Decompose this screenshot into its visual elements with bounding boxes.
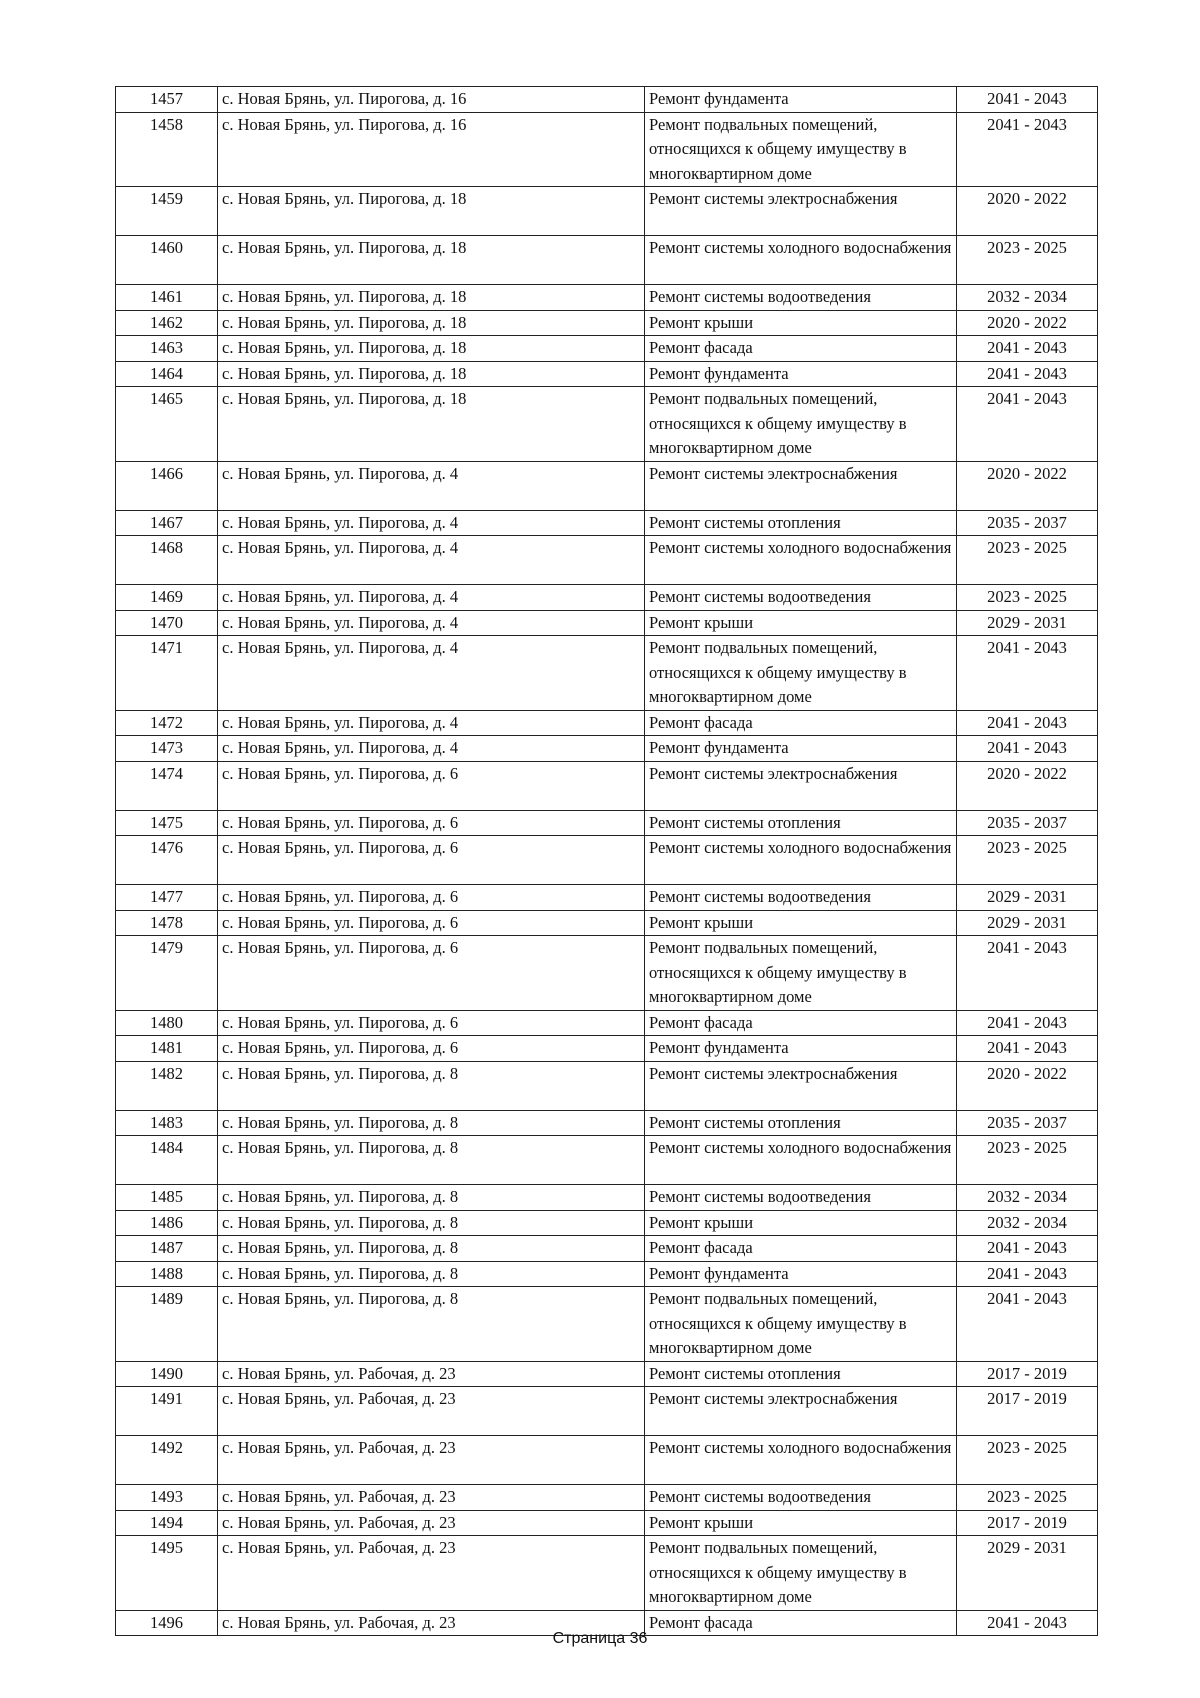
work-type-cell: Ремонт фундамента [645,736,957,762]
work-type-cell: Ремонт подвальных помещений, относящихся к общему имуществу в многоквартирном доме [645,1287,957,1362]
address-cell: с. Новая Брянь, ул. Рабочая, д. 23 [218,1361,645,1387]
table-row [116,236,1098,285]
table-row [116,285,1098,311]
work-type-cell: Ремонт подвальных помещений, относящихся к общему имуществу в многоквартирном доме [645,636,957,711]
work-type-cell: Ремонт системы отопления [645,510,957,536]
row-number-cell: 1466 [116,461,218,510]
address-cell: с. Новая Брянь, ул. Пирогова, д. 6 [218,836,645,885]
row-number-cell: 1487 [116,1236,218,1262]
work-type-cell: Ремонт системы водоотведения [645,1485,957,1511]
row-number-cell: 1485 [116,1185,218,1211]
address-cell: с. Новая Брянь, ул. Рабочая, д. 23 [218,1485,645,1511]
period-cell: 2020 - 2022 [957,461,1098,510]
table-row [116,936,1098,1011]
table-row [116,1136,1098,1185]
period-cell: 2023 - 2025 [957,1436,1098,1485]
row-number-cell: 1469 [116,585,218,611]
period-cell: 2041 - 2043 [957,1287,1098,1362]
period-cell: 2041 - 2043 [957,936,1098,1011]
table-row [116,736,1098,762]
address-cell: с. Новая Брянь, ул. Пирогова, д. 6 [218,1036,645,1062]
row-number-cell: 1484 [116,1136,218,1185]
address-cell: с. Новая Брянь, ул. Пирогова, д. 8 [218,1185,645,1211]
period-cell: 2020 - 2022 [957,187,1098,236]
table-row [116,1536,1098,1611]
row-number-cell: 1488 [116,1261,218,1287]
address-cell: с. Новая Брянь, ул. Пирогова, д. 6 [218,1010,645,1036]
address-cell: с. Новая Брянь, ул. Пирогова, д. 8 [218,1061,645,1110]
table-row [116,510,1098,536]
table-row [116,1436,1098,1485]
work-type-cell: Ремонт системы отопления [645,1361,957,1387]
address-cell: с. Новая Брянь, ул. Рабочая, д. 23 [218,1536,645,1611]
address-cell: с. Новая Брянь, ул. Пирогова, д. 4 [218,461,645,510]
table-row [116,461,1098,510]
table-row [116,1210,1098,1236]
work-type-cell: Ремонт системы электроснабжения [645,761,957,810]
work-type-cell: Ремонт крыши [645,1510,957,1536]
row-number-cell: 1465 [116,387,218,462]
table-row [116,387,1098,462]
period-cell: 2023 - 2025 [957,585,1098,611]
period-cell: 2023 - 2025 [957,836,1098,885]
address-cell: с. Новая Брянь, ул. Пирогова, д. 6 [218,761,645,810]
table-row [116,636,1098,711]
work-type-cell: Ремонт системы холодного водоснабжения [645,1136,957,1185]
period-cell: 2017 - 2019 [957,1510,1098,1536]
period-cell: 2041 - 2043 [957,736,1098,762]
address-cell: с. Новая Брянь, ул. Пирогова, д. 4 [218,736,645,762]
table-row [116,910,1098,936]
table-row [116,87,1098,113]
work-type-cell: Ремонт системы холодного водоснабжения [645,1436,957,1485]
period-cell: 2029 - 2031 [957,1536,1098,1611]
work-type-cell: Ремонт фасада [645,1610,957,1636]
work-type-cell: Ремонт системы электроснабжения [645,187,957,236]
row-number-cell: 1468 [116,536,218,585]
row-number-cell: 1457 [116,87,218,113]
period-cell: 2041 - 2043 [957,1261,1098,1287]
work-type-cell: Ремонт системы водоотведения [645,585,957,611]
row-number-cell: 1492 [116,1436,218,1485]
table-row [116,1010,1098,1036]
period-cell: 2023 - 2025 [957,536,1098,585]
row-number-cell: 1472 [116,710,218,736]
table-row [116,1510,1098,1536]
period-cell: 2020 - 2022 [957,1061,1098,1110]
row-number-cell: 1462 [116,310,218,336]
work-type-cell: Ремонт системы водоотведения [645,285,957,311]
row-number-cell: 1491 [116,1387,218,1436]
row-number-cell: 1489 [116,1287,218,1362]
table-body [116,87,1098,1636]
row-number-cell: 1475 [116,810,218,836]
address-cell: с. Новая Брянь, ул. Рабочая, д. 23 [218,1436,645,1485]
row-number-cell: 1459 [116,187,218,236]
work-type-cell: Ремонт крыши [645,310,957,336]
work-type-cell: Ремонт крыши [645,910,957,936]
row-number-cell: 1463 [116,336,218,362]
work-type-cell: Ремонт фасада [645,336,957,362]
period-cell: 2020 - 2022 [957,310,1098,336]
table-row [116,310,1098,336]
address-cell: с. Новая Брянь, ул. Пирогова, д. 18 [218,310,645,336]
period-cell: 2020 - 2022 [957,761,1098,810]
table-row [116,885,1098,911]
work-type-cell: Ремонт подвальных помещений, относящихся к общему имуществу в многоквартирном доме [645,387,957,462]
address-cell: с. Новая Брянь, ул. Пирогова, д. 4 [218,585,645,611]
table-row [116,1387,1098,1436]
work-type-cell: Ремонт фундамента [645,1261,957,1287]
row-number-cell: 1460 [116,236,218,285]
period-cell: 2041 - 2043 [957,112,1098,187]
table-row [116,336,1098,362]
table-row [116,1110,1098,1136]
period-cell: 2029 - 2031 [957,910,1098,936]
address-cell: с. Новая Брянь, ул. Пирогова, д. 4 [218,610,645,636]
work-type-cell: Ремонт фундамента [645,1036,957,1062]
row-number-cell: 1464 [116,361,218,387]
period-cell: 2041 - 2043 [957,336,1098,362]
table-row [116,836,1098,885]
row-number-cell: 1483 [116,1110,218,1136]
table-row [116,810,1098,836]
table-row [116,1361,1098,1387]
repair-schedule-table [115,86,1098,1636]
address-cell: с. Новая Брянь, ул. Пирогова, д. 18 [218,361,645,387]
period-cell: 2029 - 2031 [957,885,1098,911]
work-type-cell: Ремонт фасада [645,1010,957,1036]
table-row [116,536,1098,585]
row-number-cell: 1476 [116,836,218,885]
period-cell: 2035 - 2037 [957,1110,1098,1136]
address-cell: с. Новая Брянь, ул. Пирогова, д. 4 [218,536,645,585]
address-cell: с. Новая Брянь, ул. Пирогова, д. 8 [218,1136,645,1185]
table-row [116,585,1098,611]
address-cell: с. Новая Брянь, ул. Пирогова, д. 16 [218,87,645,113]
work-type-cell: Ремонт фундамента [645,361,957,387]
table-row [116,1287,1098,1362]
table-row [116,710,1098,736]
address-cell: с. Новая Брянь, ул. Пирогова, д. 18 [218,187,645,236]
period-cell: 2032 - 2034 [957,1185,1098,1211]
period-cell: 2023 - 2025 [957,1485,1098,1511]
address-cell: с. Новая Брянь, ул. Пирогова, д. 6 [218,910,645,936]
table-row [116,1036,1098,1062]
period-cell: 2041 - 2043 [957,710,1098,736]
table-row [116,112,1098,187]
address-cell: с. Новая Брянь, ул. Пирогова, д. 4 [218,510,645,536]
period-cell: 2041 - 2043 [957,1036,1098,1062]
work-type-cell: Ремонт системы холодного водоснабжения [645,236,957,285]
address-cell: с. Новая Брянь, ул. Пирогова, д. 8 [218,1261,645,1287]
row-number-cell: 1474 [116,761,218,810]
work-type-cell: Ремонт системы холодного водоснабжения [645,536,957,585]
row-number-cell: 1479 [116,936,218,1011]
period-cell: 2035 - 2037 [957,510,1098,536]
address-cell: с. Новая Брянь, ул. Рабочая, д. 23 [218,1610,645,1636]
table-row [116,1261,1098,1287]
row-number-cell: 1482 [116,1061,218,1110]
table-row [116,1061,1098,1110]
work-type-cell: Ремонт крыши [645,610,957,636]
address-cell: с. Новая Брянь, ул. Пирогова, д. 4 [218,710,645,736]
address-cell: с. Новая Брянь, ул. Пирогова, д. 6 [218,936,645,1011]
address-cell: с. Новая Брянь, ул. Пирогова, д. 8 [218,1210,645,1236]
work-type-cell: Ремонт системы водоотведения [645,1185,957,1211]
work-type-cell: Ремонт фундамента [645,87,957,113]
work-type-cell: Ремонт крыши [645,1210,957,1236]
period-cell: 2041 - 2043 [957,387,1098,462]
address-cell: с. Новая Брянь, ул. Пирогова, д. 18 [218,336,645,362]
row-number-cell: 1486 [116,1210,218,1236]
row-number-cell: 1477 [116,885,218,911]
row-number-cell: 1467 [116,510,218,536]
address-cell: с. Новая Брянь, ул. Пирогова, д. 18 [218,387,645,462]
period-cell: 2032 - 2034 [957,285,1098,311]
period-cell: 2041 - 2043 [957,361,1098,387]
address-cell: с. Новая Брянь, ул. Пирогова, д. 18 [218,285,645,311]
work-type-cell: Ремонт системы электроснабжения [645,1387,957,1436]
work-type-cell: Ремонт системы водоотведения [645,885,957,911]
table-row [116,1485,1098,1511]
period-cell: 2017 - 2019 [957,1387,1098,1436]
work-type-cell: Ремонт системы холодного водоснабжения [645,836,957,885]
period-cell: 2017 - 2019 [957,1361,1098,1387]
period-cell: 2023 - 2025 [957,236,1098,285]
row-number-cell: 1471 [116,636,218,711]
work-type-cell: Ремонт подвальных помещений, относящихся к общему имуществу в многоквартирном доме [645,112,957,187]
work-type-cell: Ремонт фасада [645,1236,957,1262]
work-type-cell: Ремонт подвальных помещений, относящихся к общему имуществу в многоквартирном доме [645,936,957,1011]
row-number-cell: 1473 [116,736,218,762]
row-number-cell: 1481 [116,1036,218,1062]
row-number-cell: 1470 [116,610,218,636]
work-type-cell: Ремонт системы отопления [645,810,957,836]
address-cell: с. Новая Брянь, ул. Пирогова, д. 4 [218,636,645,711]
row-number-cell: 1458 [116,112,218,187]
address-cell: с. Новая Брянь, ул. Пирогова, д. 6 [218,810,645,836]
row-number-cell: 1490 [116,1361,218,1387]
row-number-cell: 1495 [116,1536,218,1611]
period-cell: 2035 - 2037 [957,810,1098,836]
work-type-cell: Ремонт системы электроснабжения [645,1061,957,1110]
period-cell: 2041 - 2043 [957,636,1098,711]
address-cell: с. Новая Брянь, ул. Пирогова, д. 6 [218,885,645,911]
period-cell: 2041 - 2043 [957,87,1098,113]
address-cell: с. Новая Брянь, ул. Пирогова, д. 8 [218,1236,645,1262]
work-type-cell: Ремонт подвальных помещений, относящихся к общему имуществу в многоквартирном доме [645,1536,957,1611]
address-cell: с. Новая Брянь, ул. Пирогова, д. 8 [218,1110,645,1136]
row-number-cell: 1494 [116,1510,218,1536]
table-row [116,610,1098,636]
address-cell: с. Новая Брянь, ул. Пирогова, д. 8 [218,1287,645,1362]
period-cell: 2041 - 2043 [957,1610,1098,1636]
period-cell: 2023 - 2025 [957,1136,1098,1185]
row-number-cell: 1461 [116,285,218,311]
table-row [116,761,1098,810]
table-row [116,1185,1098,1211]
address-cell: с. Новая Брянь, ул. Пирогова, д. 18 [218,236,645,285]
row-number-cell: 1478 [116,910,218,936]
work-type-cell: Ремонт системы отопления [645,1110,957,1136]
row-number-cell: 1493 [116,1485,218,1511]
table-row [116,361,1098,387]
page-number: Страница 36 [552,1630,648,1647]
address-cell: с. Новая Брянь, ул. Рабочая, д. 23 [218,1387,645,1436]
period-cell: 2041 - 2043 [957,1010,1098,1036]
period-cell: 2029 - 2031 [957,610,1098,636]
table-row [116,1236,1098,1262]
work-type-cell: Ремонт фасада [645,710,957,736]
row-number-cell: 1480 [116,1010,218,1036]
period-cell: 2041 - 2043 [957,1236,1098,1262]
address-cell: с. Новая Брянь, ул. Пирогова, д. 16 [218,112,645,187]
work-type-cell: Ремонт системы электроснабжения [645,461,957,510]
row-number-cell: 1496 [116,1610,218,1636]
period-cell: 2032 - 2034 [957,1210,1098,1236]
address-cell: с. Новая Брянь, ул. Рабочая, д. 23 [218,1510,645,1536]
table-row [116,187,1098,236]
